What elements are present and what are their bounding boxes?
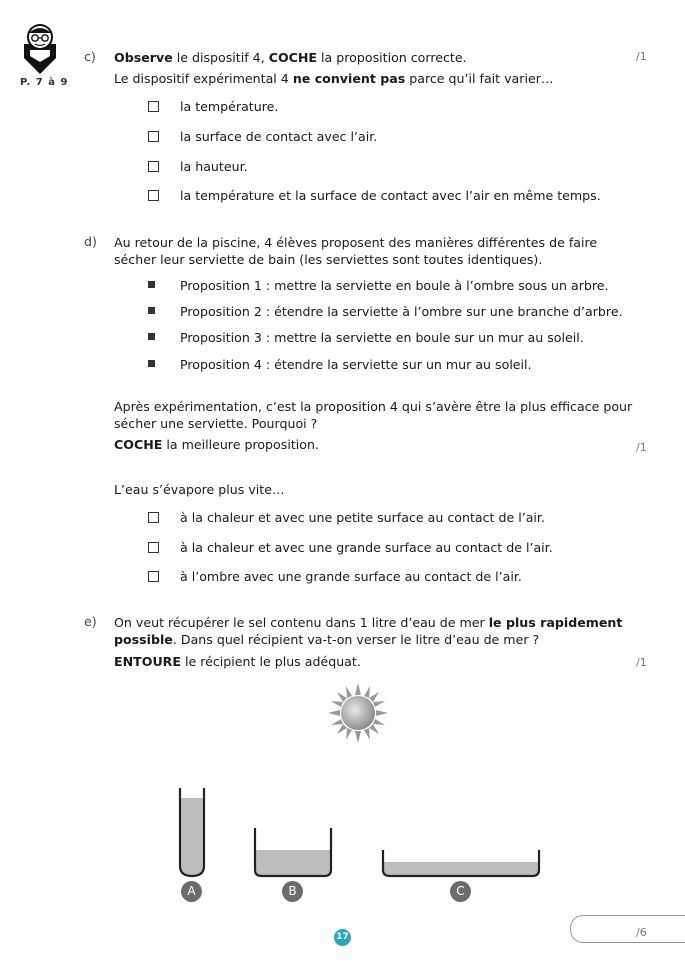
option-c-2: la surface de contact avec l’air.: [180, 129, 378, 144]
container-b[interactable]: [252, 826, 334, 880]
text: parce qu’il fait varier…: [405, 71, 554, 86]
keyword-entoure: ENTOURE: [114, 654, 181, 669]
question-c-label: c): [84, 49, 96, 64]
keyword-coche: COCHE: [268, 50, 318, 65]
bullet-square: [148, 333, 155, 340]
score-e: /1: [636, 656, 647, 669]
checkbox[interactable]: [148, 542, 159, 553]
bullet-square: [148, 360, 155, 367]
container-b-badge: B: [282, 881, 303, 902]
text: le récipient le plus adéquat.: [180, 654, 361, 669]
question-d-instruction: [114, 436, 319, 453]
keyword-possible: possible: [114, 632, 173, 647]
text: le dispositif 4,: [172, 50, 269, 65]
keyword-ne-convient-pas: ne convient pas: [292, 71, 406, 86]
container-c-badge: C: [450, 881, 471, 902]
question-e-instruction: [114, 653, 361, 670]
keyword-coche: COCHE: [114, 437, 163, 452]
proposition-1: Proposition 1 : mettre la serviette en boule à l’ombre sous un arbre.: [180, 278, 609, 293]
proposition-4: Proposition 4 : étendre la serviette sur un mur au soleil.: [180, 357, 532, 372]
score-c: /1: [636, 50, 647, 63]
keyword-plus-rapidement: le plus rapidement: [488, 615, 623, 630]
question-d-intro-1: Au retour de la piscine, 4 élèves proposent des manières différentes de faire: [114, 235, 598, 250]
question-e-label: e): [84, 614, 97, 629]
checkbox[interactable]: [148, 571, 159, 582]
text: . Dans quel récipient va-t-on verser le litre d’eau de mer ?: [172, 632, 540, 647]
checkbox[interactable]: [148, 512, 159, 523]
text: Le dispositif expérimental 4: [114, 71, 293, 86]
character-logo: [22, 24, 58, 76]
question-d-intro-2: sécher leur serviette de bain (les serviettes sont toutes identiques).: [114, 252, 543, 267]
checkbox[interactable]: [148, 131, 159, 142]
sun-icon: [328, 683, 388, 743]
text: la proposition correcte.: [317, 50, 467, 65]
question-d-after-1: Après expérimentation, c’est la proposition 4 qui s’avère être la plus efficace pour: [114, 399, 633, 414]
question-c-instruction: [114, 49, 467, 66]
text: On veut récupérer le sel contenu dans 1 litre d’eau de mer: [114, 615, 489, 630]
checkbox[interactable]: [148, 161, 159, 172]
proposition-3: Proposition 3 : mettre la serviette en boule sur un mur au soleil.: [180, 330, 584, 345]
bullet-square: [148, 307, 155, 314]
total-score-box: [570, 915, 685, 943]
option-d-1: à la chaleur et avec une petite surface au contact de l’air.: [180, 510, 545, 525]
question-e-line-1: [114, 614, 622, 631]
question-d-label: d): [84, 234, 97, 249]
option-c-4: la température et la surface de contact avec l’air en même temps.: [180, 188, 601, 203]
keyword-observe: Observe: [114, 50, 173, 65]
container-a-badge: A: [181, 881, 202, 902]
container-a[interactable]: [176, 786, 208, 880]
option-d-2: à la chaleur et avec une grande surface au contact de l’air.: [180, 540, 553, 555]
bullet-square: [148, 281, 155, 288]
option-c-3: la hauteur.: [180, 159, 248, 174]
text: la meilleure proposition.: [162, 437, 319, 452]
score-total: /6: [636, 926, 647, 939]
container-c[interactable]: [380, 848, 542, 880]
page-reference: P. 7 à 9: [20, 77, 69, 88]
option-c-1: la température.: [180, 99, 279, 114]
question-d-lead: L’eau s’évapore plus vite…: [114, 482, 285, 497]
question-e-line-2: [114, 631, 539, 648]
checkbox[interactable]: [148, 190, 159, 201]
option-d-3: à l’ombre avec une grande surface au contact de l’air.: [180, 569, 522, 584]
score-d: /1: [636, 441, 647, 454]
checkbox[interactable]: [148, 101, 159, 112]
proposition-2: Proposition 2 : étendre la serviette à l’ombre sur une branche d’arbre.: [180, 304, 623, 319]
question-d-after-2: sécher une serviette. Pourquoi ?: [114, 416, 318, 431]
page-number: 17: [334, 929, 351, 946]
question-c-statement: [114, 70, 553, 87]
